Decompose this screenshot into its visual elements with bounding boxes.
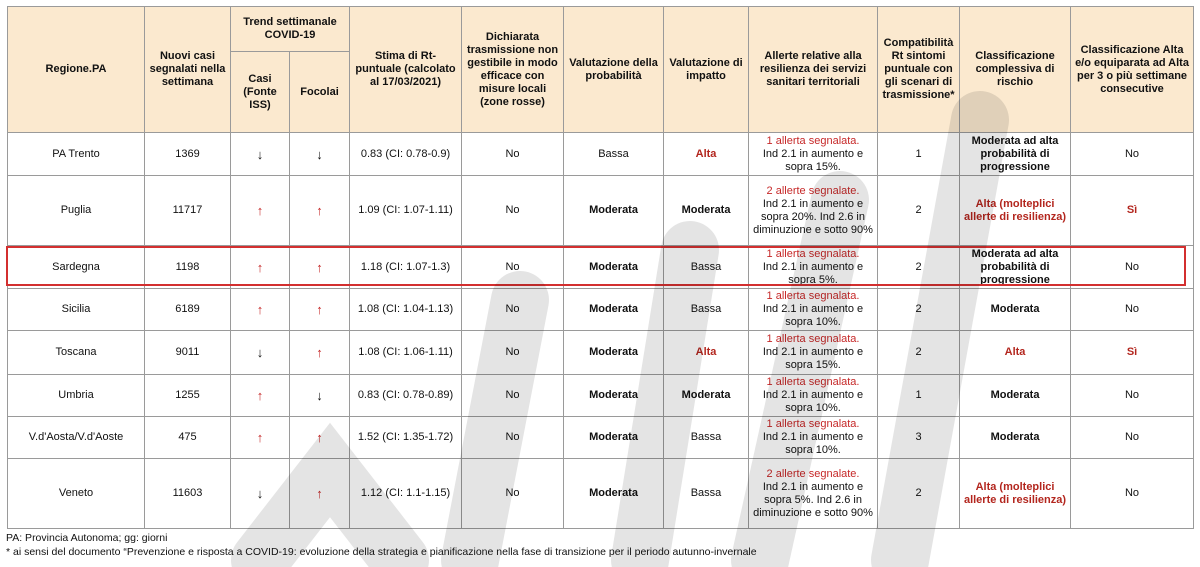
compat-value: 2: [878, 246, 960, 289]
new-cases: 1198: [145, 246, 231, 289]
impact-value: Alta: [664, 331, 749, 375]
region-name: Puglia: [8, 176, 145, 246]
region-name: Toscana: [8, 331, 145, 375]
alert-detail: Ind 2.1 in aumento e sopra 10%.: [762, 431, 864, 456]
impact-value: Bassa: [664, 289, 749, 331]
impact-value: Bassa: [664, 459, 749, 529]
region-name: Sardegna: [8, 246, 145, 289]
high3-value: No: [1071, 459, 1194, 529]
region-name: PA Trento: [8, 133, 145, 176]
table-row: [8, 246, 1194, 289]
alert-detail: Ind 2.1 in aumento e sopra 10%.: [762, 303, 864, 328]
trend-cases-arrow: ↑: [231, 375, 290, 417]
rt-value: 0.83 (CI: 0.78-0.89): [350, 375, 462, 417]
high3-value: No: [1071, 417, 1194, 459]
header-region: Regione.PA: [8, 7, 145, 133]
compat-value: 1: [878, 375, 960, 417]
trend-outbreaks-arrow: ↓: [290, 375, 350, 417]
alert-count: 2 allerte segnalate.: [766, 184, 860, 197]
risk-value: Moderata: [960, 375, 1071, 417]
probability-value: Moderata: [564, 289, 664, 331]
rt-value: 1.09 (CI: 1.07-1.11): [350, 176, 462, 246]
compat-value: 3: [878, 417, 960, 459]
unmanageable-value: No: [462, 417, 564, 459]
region-name: Sicilia: [8, 289, 145, 331]
high3-value: No: [1071, 246, 1194, 289]
alert-count: 1 allerta segnalata.: [766, 418, 860, 430]
alert-detail: Ind 2.1 in aumento e sopra 20%. Ind 2.6 in diminuzione e sotto 90%: [753, 197, 873, 236]
risk-value: Alta (molteplici allerte di resilienza): [960, 176, 1071, 246]
risk-value: Alta: [960, 331, 1071, 375]
alerts-cell: [749, 176, 878, 246]
new-cases: 1369: [145, 133, 231, 176]
alert-count: 1 allerta segnalata.: [766, 376, 860, 388]
footnote-abbreviations: PA: Provincia Autonoma; gg: giorni: [6, 532, 168, 544]
probability-value: Moderata: [564, 176, 664, 246]
risk-value: Moderata: [960, 289, 1071, 331]
compat-value: 1: [878, 133, 960, 176]
table-row: [8, 459, 1194, 529]
trend-cases-arrow: ↑: [231, 417, 290, 459]
header-probability: Valutazione della probabilità: [564, 7, 664, 133]
header-trend-outbreaks: Focolai: [290, 52, 350, 133]
footnote-reference: * ai sensi del documento “Prevenzione e risposta a COVID-19: evoluzione della strategia e pianificazione nella fase di transizione per il periodo autunno-invernale: [6, 546, 757, 558]
rt-value: 0.83 (CI: 0.78-0.9): [350, 133, 462, 176]
header-unmanageable: Dichiarata trasmissione non gestibile in modo efficace con misure locali (zone rosse): [462, 7, 564, 133]
high3-value: Sì: [1071, 331, 1194, 375]
alert-detail: Ind 2.1 in aumento e sopra 10%.: [762, 389, 864, 414]
rt-value: 1.08 (CI: 1.04-1.13): [350, 289, 462, 331]
unmanageable-value: No: [462, 176, 564, 246]
impact-value: Bassa: [664, 246, 749, 289]
alert-count: 1 allerta segnalata.: [766, 333, 860, 345]
trend-cases-arrow: ↓: [231, 133, 290, 176]
header-compat: Compatibilità Rt sintomi puntuale con gli scenari di trasmissione*: [878, 7, 960, 133]
table-row: [8, 331, 1194, 375]
region-name: V.d'Aosta/V.d'Aoste: [8, 417, 145, 459]
alert-detail: Ind 2.1 in aumento e sopra 5%. Ind 2.6 in diminuzione e sotto 90%: [753, 480, 873, 519]
alert-count: 2 allerte segnalate.: [766, 467, 860, 480]
impact-value: Bassa: [664, 417, 749, 459]
trend-outbreaks-arrow: ↑: [290, 459, 350, 529]
new-cases: 11603: [145, 459, 231, 529]
probability-value: Moderata: [564, 417, 664, 459]
risk-value: Moderata ad alta probabilità di progressione: [960, 246, 1071, 289]
alerts-cell: [749, 133, 878, 176]
new-cases: 9011: [145, 331, 231, 375]
alert-detail: Ind 2.1 in aumento e sopra 5%.: [762, 260, 864, 286]
table-row: [8, 375, 1194, 417]
alerts-cell: [749, 331, 878, 375]
alert-detail: Ind 2.1 in aumento e sopra 15%.: [762, 147, 864, 173]
probability-value: Moderata: [564, 331, 664, 375]
trend-outbreaks-arrow: ↑: [290, 246, 350, 289]
region-name: Umbria: [8, 375, 145, 417]
unmanageable-value: No: [462, 331, 564, 375]
rt-value: 1.12 (CI: 1.1-1.15): [350, 459, 462, 529]
new-cases: 11717: [145, 176, 231, 246]
trend-cases-arrow: ↓: [231, 331, 290, 375]
rt-value: 1.52 (CI: 1.35-1.72): [350, 417, 462, 459]
high3-value: No: [1071, 289, 1194, 331]
trend-cases-arrow: ↑: [231, 289, 290, 331]
table-row: [8, 176, 1194, 246]
table-row: [8, 289, 1194, 331]
alerts-cell: [749, 459, 878, 529]
trend-cases-arrow: ↑: [231, 246, 290, 289]
probability-value: Bassa: [564, 133, 664, 176]
unmanageable-value: No: [462, 289, 564, 331]
rt-value: 1.18 (CI: 1.07-1.3): [350, 246, 462, 289]
new-cases: 475: [145, 417, 231, 459]
trend-outbreaks-arrow: ↑: [290, 176, 350, 246]
unmanageable-value: No: [462, 246, 564, 289]
new-cases: 1255: [145, 375, 231, 417]
header-impact: Valutazione di impatto: [664, 7, 749, 133]
alert-count: 1 allerta segnalata.: [766, 134, 860, 147]
compat-value: 2: [878, 459, 960, 529]
impact-value: Moderata: [664, 176, 749, 246]
risk-value: Alta (molteplici allerte di resilienza): [960, 459, 1071, 529]
header-high3: Classificazione Alta e/o equiparata ad Alta per 3 o più settimane consecutive: [1071, 7, 1194, 133]
alerts-cell: [749, 417, 878, 459]
new-cases: 6189: [145, 289, 231, 331]
table-row: [8, 417, 1194, 459]
rt-value: 1.08 (CI: 1.06-1.11): [350, 331, 462, 375]
risk-value: Moderata ad alta probabilità di progressione: [960, 133, 1071, 176]
header-trend-cases: Casi (Fonte ISS): [231, 52, 290, 133]
trend-outbreaks-arrow: ↑: [290, 417, 350, 459]
region-name: Veneto: [8, 459, 145, 529]
unmanageable-value: No: [462, 375, 564, 417]
header-trend: Trend settimanale COVID-19: [231, 7, 350, 52]
unmanageable-value: No: [462, 459, 564, 529]
header-risk: Classificazione complessiva di rischio: [960, 7, 1071, 133]
impact-value: Alta: [664, 133, 749, 176]
header-rt: Stima di Rt-puntuale (calcolato al 17/03/2021): [350, 7, 462, 133]
trend-outbreaks-arrow: ↑: [290, 331, 350, 375]
risk-value: Moderata: [960, 417, 1071, 459]
table-body: [8, 133, 1194, 529]
unmanageable-value: No: [462, 133, 564, 176]
alerts-cell: [749, 375, 878, 417]
impact-value: Moderata: [664, 375, 749, 417]
alert-detail: Ind 2.1 in aumento e sopra 15%.: [762, 346, 864, 371]
compat-value: 2: [878, 289, 960, 331]
risk-table: [7, 6, 1194, 529]
alert-count: 1 allerta segnalata.: [766, 247, 860, 260]
compat-value: 2: [878, 176, 960, 246]
alert-count: 1 allerta segnalata.: [766, 290, 860, 302]
high3-value: Sì: [1071, 176, 1194, 246]
probability-value: Moderata: [564, 246, 664, 289]
header-new-cases: Nuovi casi segnalati nella settimana: [145, 7, 231, 133]
trend-cases-arrow: ↑: [231, 176, 290, 246]
trend-outbreaks-arrow: ↓: [290, 133, 350, 176]
probability-value: Moderata: [564, 459, 664, 529]
table-row: [8, 133, 1194, 176]
probability-value: Moderata: [564, 375, 664, 417]
trend-outbreaks-arrow: ↑: [290, 289, 350, 331]
alerts-cell: [749, 246, 878, 289]
alerts-cell: [749, 289, 878, 331]
trend-cases-arrow: ↓: [231, 459, 290, 529]
high3-value: No: [1071, 375, 1194, 417]
header-alerts: Allerte relative alla resilienza dei servizi sanitari territoriali: [749, 7, 878, 133]
compat-value: 2: [878, 331, 960, 375]
high3-value: No: [1071, 133, 1194, 176]
